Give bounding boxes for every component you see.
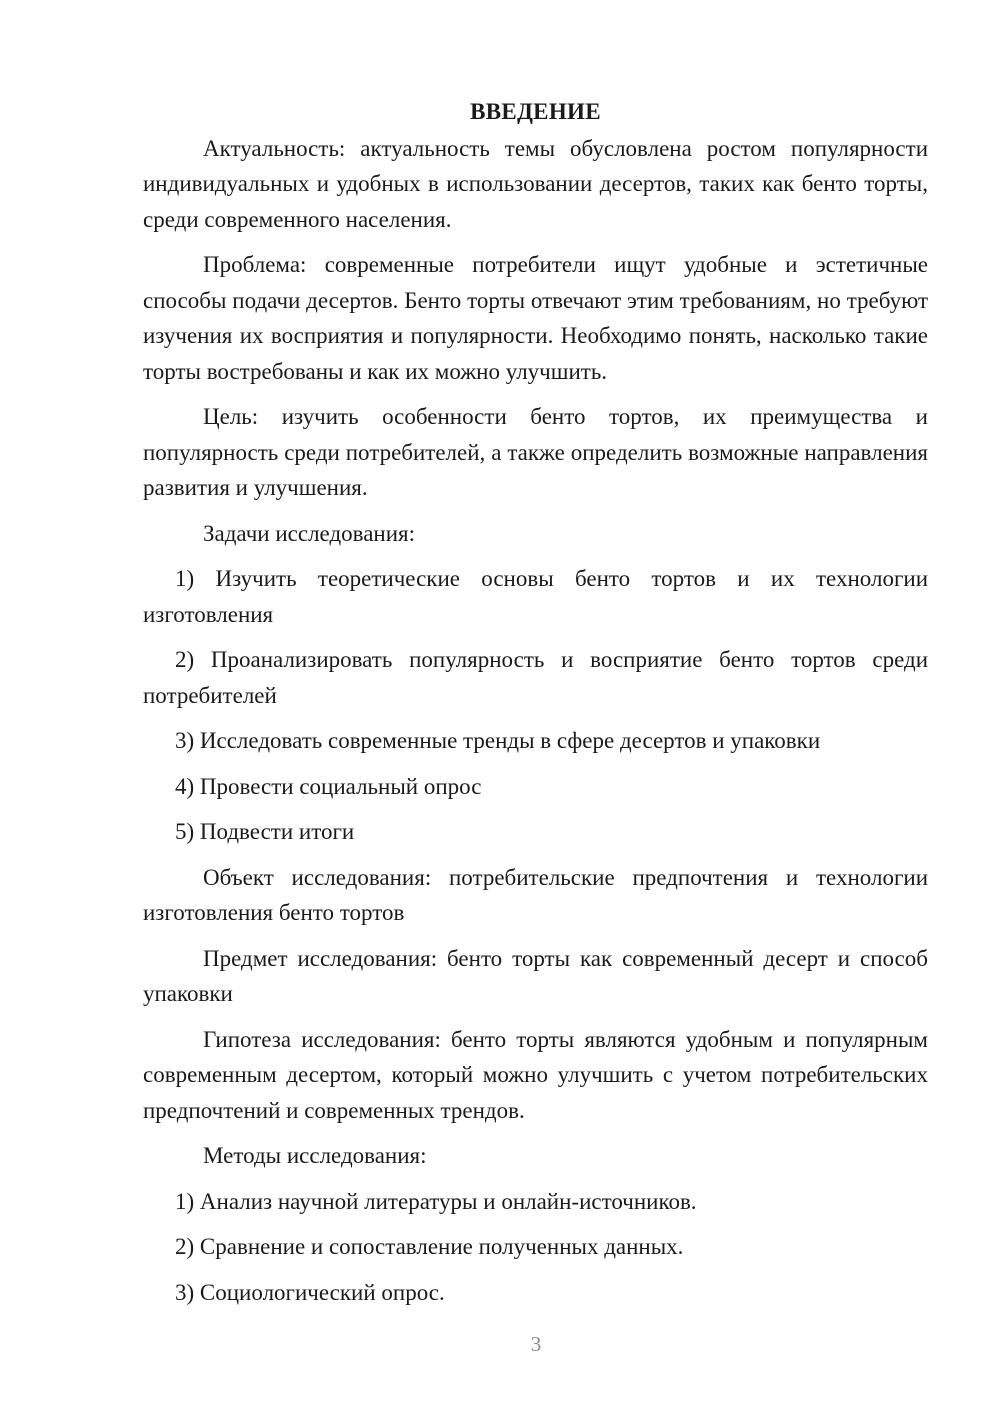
section-title: ВВЕДЕНИЕ <box>470 99 601 124</box>
task-item: 5) Подвести итоги <box>175 819 355 844</box>
goal-paragraph: Цель: изучить особенности бенто тортов, их преимущества и популярность среди потребителей, а также определить возможные направления развития и улучшения. <box>143 404 928 500</box>
task-item: 2) Проанализировать популярность и восприятие бенто тортов среди потребителей <box>143 647 928 708</box>
tasks-heading: Задачи исследования: <box>203 520 416 546</box>
task-item: 3) Исследовать современные тренды в сфере десертов и упаковки <box>175 728 821 753</box>
problem-paragraph: Проблема: современные потребители ищут удобные и эстетичные способы подачи десертов. Бенто торты отвечают этим требованиям, но требуют изучения их восприятия и популярности. Необходимо понять, насколько такие торты востребованы и как их можно улучшить. <box>143 252 928 384</box>
document-page <box>143 94 928 1320</box>
relevance-paragraph: Актуальность: актуальность темы обусловлена ростом популярности индивидуальных и удобных в использовании десертов, таких как бенто торты, среди современного населения. <box>143 135 928 232</box>
subject-paragraph: Предмет исследования: бенто торты как современный десерт и способ упаковки <box>143 945 928 1006</box>
method-item: 1) Анализ научной литературы и онлайн-источников. <box>175 1188 697 1214</box>
method-item: 3) Социологический опрос. <box>175 1279 445 1305</box>
hypothesis-paragraph: Гипотеза исследования: бенто торты являются удобным и популярным современным десертом, который можно улучшить с учетом потребительских предпочтений и современных трендов. <box>143 1026 928 1123</box>
method-item: 2) Сравнение и сопоставление полученных данных. <box>175 1234 684 1259</box>
page-number: 3 <box>530 1332 542 1356</box>
task-item: 4) Провести социальный опрос <box>175 773 482 799</box>
object-paragraph: Объект исследования: потребительские предпочтения и технологии изготовления бенто тортов <box>143 864 928 925</box>
methods-heading: Методы исследования: <box>203 1143 427 1168</box>
task-item: 1) Изучить теоретические основы бенто тортов и их технологии изготовления <box>143 566 928 627</box>
